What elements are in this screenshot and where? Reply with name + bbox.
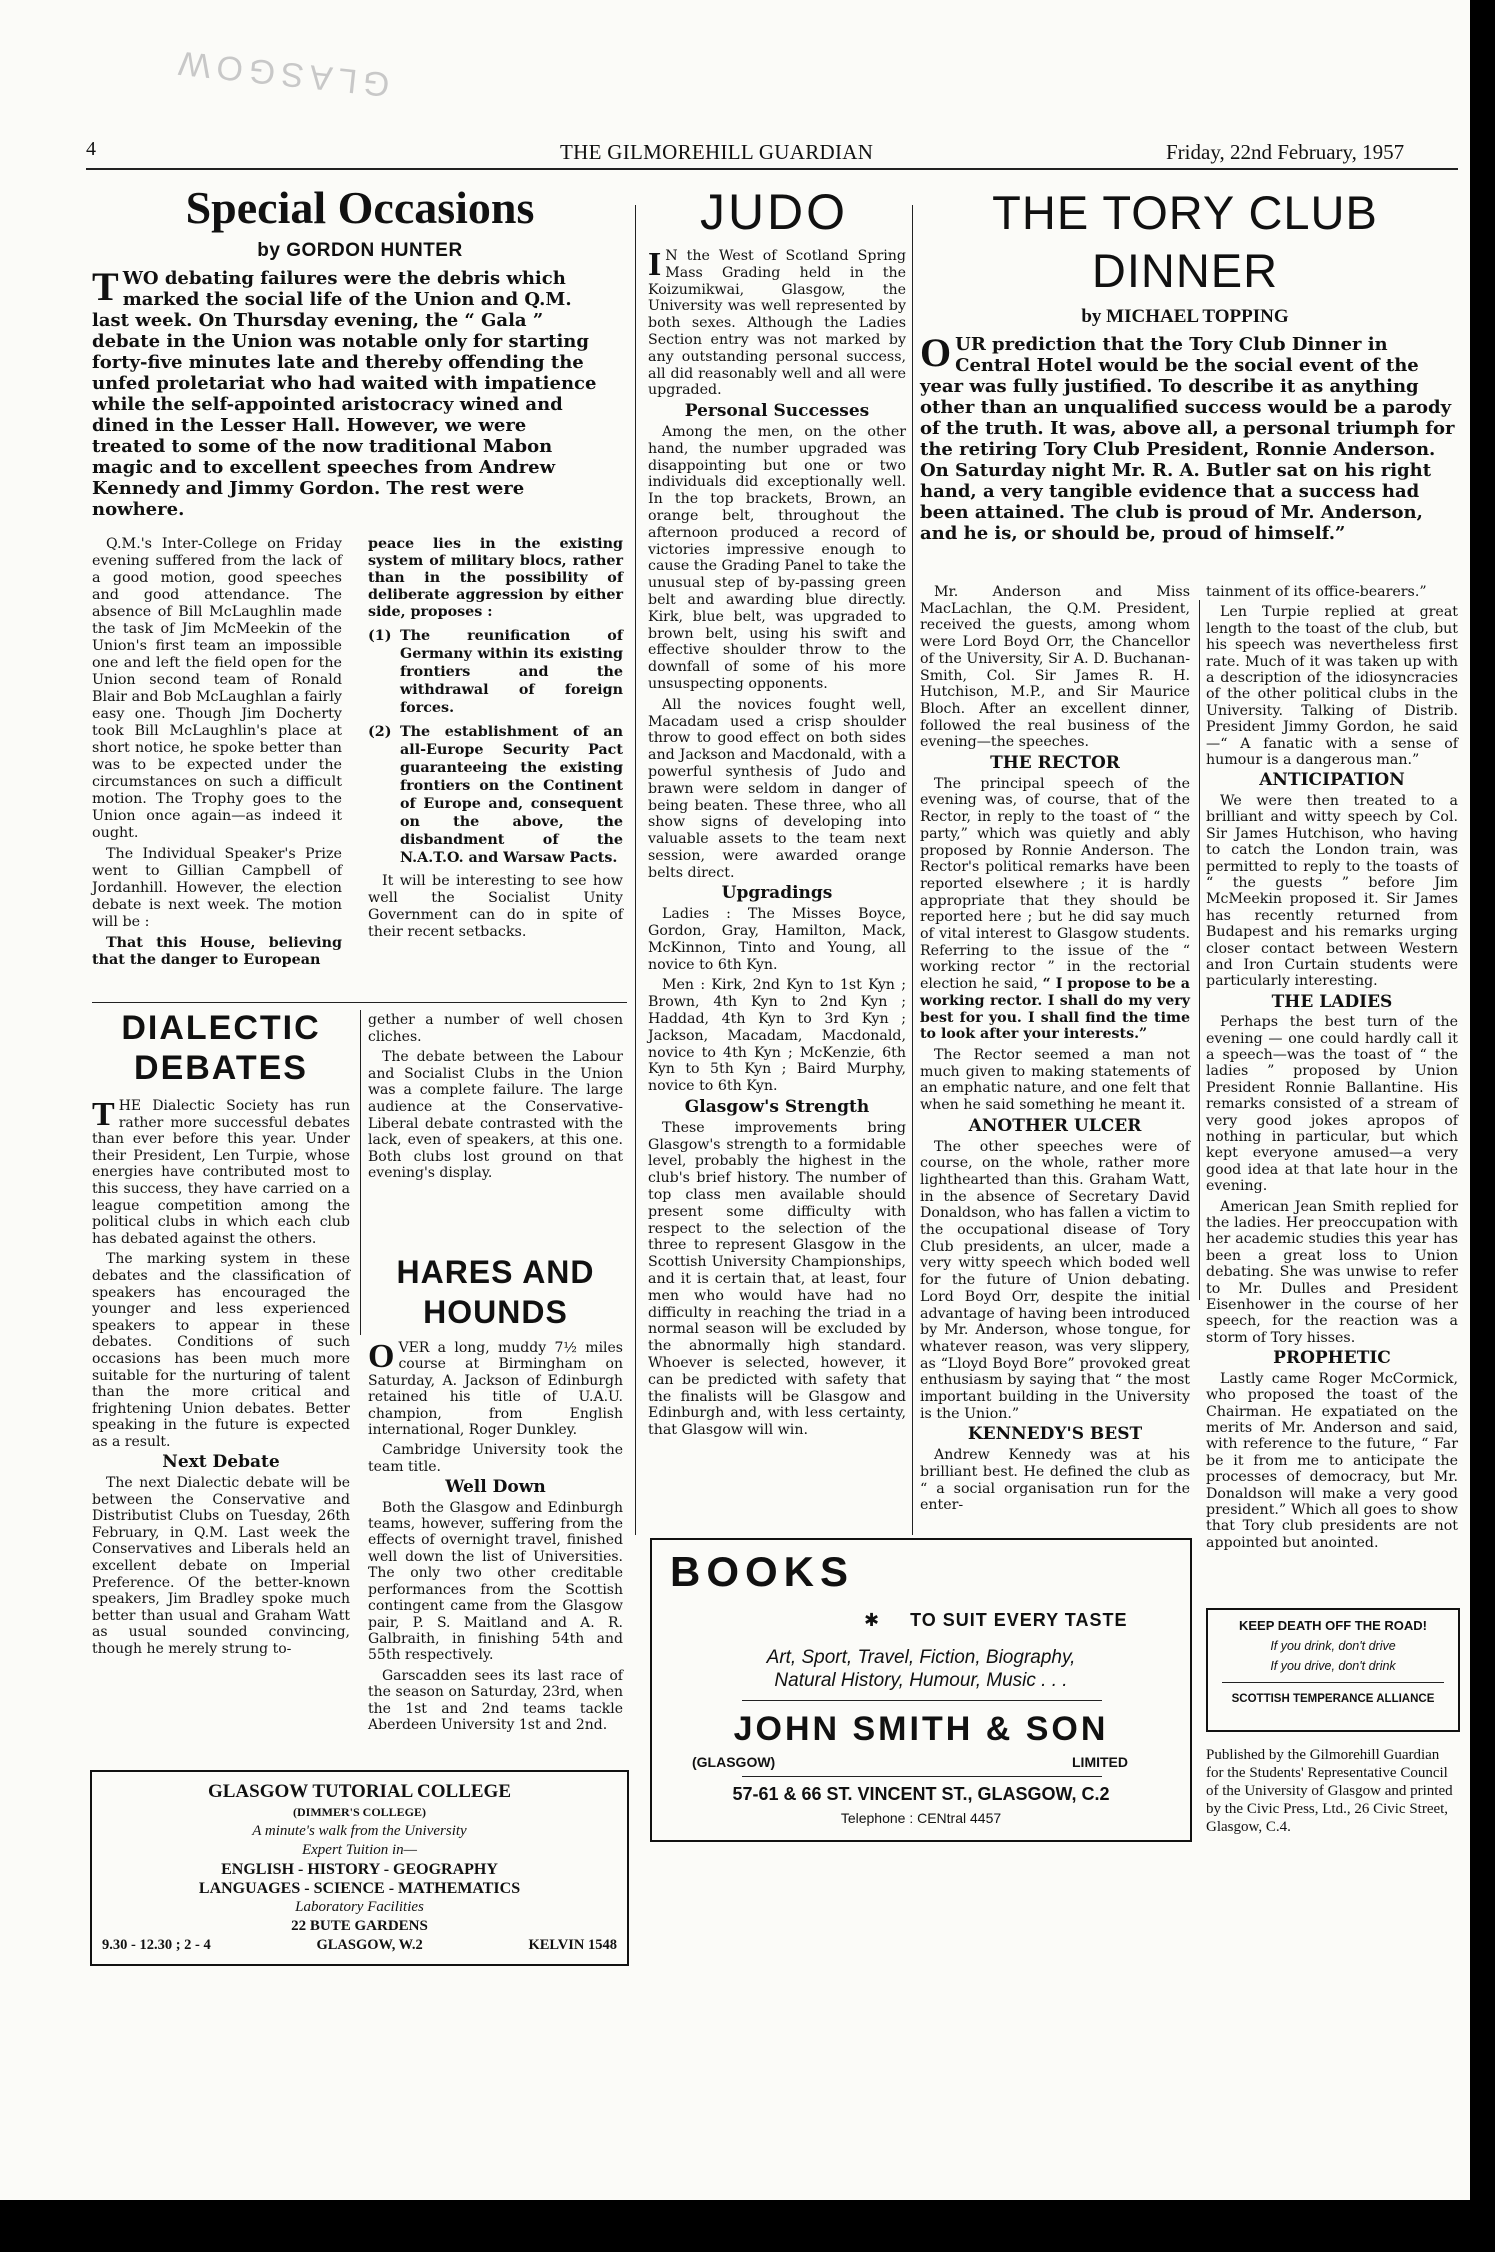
special-motion-start: That this House, believing that the danger to European <box>92 935 342 968</box>
books-shop: JOHN SMITH & SON <box>733 1710 1109 1748</box>
tutorial-city: GLASGOW, W.2 <box>316 1937 423 1953</box>
books-genres <box>652 1646 1190 1692</box>
proposal-number: (1) <box>368 628 392 644</box>
dialectic-col-1 <box>92 1098 350 1662</box>
books-limited: LIMITED <box>1072 1754 1128 1770</box>
books-genres-line: Natural History, Humour, Music . . . <box>774 1670 1068 1691</box>
tory-subhead: ANTICIPATION <box>1259 770 1405 791</box>
hares-paragraph: Garscadden sees its last race of the season on Saturday, 23rd, when the 1st and 2nd teams tackle Aberdeen University 1st and 2nd. <box>368 1667 623 1733</box>
hares-paragraph: VER a long, muddy 7½ miles course at Birmingham on Saturday, A. Jackson of Edinburgh retained his title of U.A.U. champion, from English international, Roger Dunkley. <box>368 1340 623 1439</box>
hares-headline-line: HOUNDS <box>423 1294 568 1330</box>
books-ad <box>650 1538 1192 1842</box>
tutorial-subtitle: (DIMMER'S COLLEGE) <box>292 1805 426 1819</box>
tory-paragraph: The Rector seemed a man not much given to making statements of an emphatic nature, and one felt that when he said something he meant it. <box>920 1046 1190 1114</box>
hares-paragraph: Both the Glasgow and Edinburgh teams, however, suffering from the effects of overnight travel, finished well down the list of Universities. The only two other creditable performances from the Scottish contingent came from the Glasgow pair, P. S. Maitland and A. R. Galbraith, in finishing 54th and 55th respectively. <box>368 1499 623 1664</box>
special-lede-text: WO debating failures were the debris which marked the social life of the Union and Q.M. last week. On Thursday evening, the “ Gala ” debate in the Union was notable only for starting forty-five minutes late and thereby offending the unfed proletariat who had waited with impatience while the self-appointed aristocracy wined and dined in the Lesser Hall. However, we were treated to some of the now traditional Mabon magic and to excellent speeches from Andrew Kennedy and Jimmy Gordon. The rest were nowhere. <box>92 268 597 520</box>
judo-paragraph: All the novices fought well, Macadam used a crisp shoulder throw to good effect on both sides and Jackson and Macdonald, with a powerful synthesis of Judo and brawn were seldom in danger of being beaten. These three, who all show signs of developing into valuable assets to the team next session, were awarded orange belts direct. <box>648 696 906 881</box>
motion-proposals <box>368 627 623 867</box>
tutorial-facilities: Laboratory Facilities <box>295 1899 424 1915</box>
column-rule <box>912 205 913 1535</box>
judo-subhead: Personal Successes <box>684 401 870 422</box>
tory-paragraph: American Jean Smith replied for the ladies. Her preoccupation with her academic studies this year has been a great loss to Union debating. She was unwise to refer to Mr. Dulles and President Eisenhower in the course of her speech, for the reaction was a storm of Tory hisses. <box>1206 1198 1458 1346</box>
tutorial-hours: 9.30 - 12.30 ; 2 - 4 <box>102 1937 211 1953</box>
imprint: Published by the Gilmorehill Guardian for the Students' Representative Council of the University of Glasgow and printed by the Civic Press, Ltd., 26 Civic Street, Glasgow, C.4. <box>1206 1747 1453 1835</box>
tutorial-tagline: A minute's walk from the University <box>252 1823 467 1839</box>
dialectic-paragraph: The next Dialectic debate will be between the Conservative and Distributist Clubs on Tuesday, 26th February, in Q.M. Last week the Conservatives and Liberals held an excellent debate on Imperial Preference. Of the better-known speakers, Jim Bradley spoke much better than usual and Graham Watt as usual sounded convincing, though he merely strung to- <box>92 1475 350 1657</box>
star-icon: ✱ <box>864 1610 881 1630</box>
dialectic-subhead: Next Debate <box>162 1452 280 1473</box>
temperance-org: SCOTTISH TEMPERANCE ALLIANCE <box>1222 1682 1444 1709</box>
tory-paragraph: We were then treated to a brilliant and witty speech by Col. Sir James Hutchison, who having to catch the London train, was permitted to reply to the toasts of “ the guests ” before Jim McMeekin proposed it. Sir James has recently returned from Budapest and his remarks urging closer contact between Western and Iron Curtain students were particularly interesting. <box>1206 792 1458 990</box>
tutorial-title: GLASGOW TUTORIAL COLLEGE <box>207 1781 512 1802</box>
hares-headline-line: HARES AND <box>396 1254 595 1290</box>
tory-paragraph-text: The principal speech of the evening was, of course, that of the Rector, in reply to the toast of “ the party,” which was quietly and ably proposed by Ronnie Anderson. The Rector's political remarks have been reported elsewhere ; it is hardly appropriate that they should be reported here ; but he did say much of vital interest to Glasgow students. Referring to the issue of the “ working rector ” in the rectorial election he said, <box>920 775 1190 993</box>
column-rule <box>635 205 636 1535</box>
dialectic-paragraph: HE Dialectic Society has run rather more successful debates than ever before this year. Under their President, Len Turpie, whose energies have contributed most to this success, they have carried on a league competition among the political clubs in which each club has debated against the others. <box>92 1098 350 1247</box>
masthead-rule <box>86 168 1458 170</box>
dialectic-dropcap: T <box>92 1096 115 1133</box>
masthead-title: THE GILMOREHILL GUARDIAN <box>560 140 874 164</box>
dialectic-paragraph: The marking system in these debates and the classification of speakers has encouraged the younger and less experienced speakers to appear in these debates. Conditions of such occasions has been much more suitable for the nurturing of talent than the more critical and frightening Union debates. Better speaking in the future is expected as a result. <box>92 1251 350 1450</box>
column-rule <box>1199 600 1200 1300</box>
dialectic-col-2 <box>368 1012 623 1186</box>
tory-paragraph: Len Turpie replied at great length to the toast of the club, but his speech was nevertheless first rate. Much of it was taken up with a description of the idiosyncracies of the other political clubs in the University. Talking of Distrib. President Jimmy Gordon, he said—“ A fanatic with a sense of humour is a dangerous man.” <box>1206 604 1458 769</box>
tory-paragraph: Perhaps the best turn of the evening — one could hardly call it a speech—was the toast of “ the ladies ” proposed by Union President Ronnie Ballantine. His remarks consisted of a stream of very good jokes apropos of nothing in particular, but which kept everyone amused—a very good idea at that late hour in the evening. <box>1206 1014 1458 1195</box>
special-lede <box>92 264 597 520</box>
judo-dropcap: I <box>648 246 662 283</box>
judo-paragraph: N the West of Scotland Spring Mass Grading held in the Koizumikwai, Glasgow, the University was well represented by both sexes. Although the Ladies Section entry was not marked by any outstanding personal success, all did reasonably well and all were upgraded. <box>648 248 906 399</box>
tory-paragraph: tainment of its office-bearers.” <box>1206 584 1427 600</box>
tory-paragraph: Lastly came Roger McCormick, who proposed the toast of the Chairman. He expatiated on the merits of Mr. Anderson and said, with reference to the future, “ Far be it from me to anticipate the processes of democracy, but Mr. Donaldson will make a very good president.” Which all goes to show that Tory club presidents are not appointed but anointed. <box>1206 1370 1458 1551</box>
hares-subhead: Well Down <box>445 1477 546 1498</box>
tory-headline-line: DINNER <box>1091 244 1279 297</box>
tory-dropcap: O <box>920 330 952 375</box>
tutorial-phone: KELVIN 1548 <box>528 1937 617 1953</box>
special-paragraph: The Individual Speaker's Prize went to Gillian Campbell of Jordanhill. However, the election debate is next week. The motion will be : <box>92 846 342 930</box>
tory-headline-line: THE TORY CLUB <box>992 186 1378 239</box>
masthead-date: Friday, 22nd February, 1957 <box>1166 140 1405 164</box>
books-genres-line: Art, Sport, Travel, Fiction, Biography, <box>766 1647 1076 1668</box>
tory-headline <box>920 184 1450 300</box>
tory-lede-text: UR prediction that the Tory Club Dinner in Central Hotel would be the social event of the year was fully justified. To describe it as anything other than an unqualified success would be a parody of the truth. It was, above all, a personal triumph for the retiring Tory Club President, Ronnie Anderson. On Saturday night Mr. R. A. Butler sat on his right hand, a very tangible evidence that a success had been attained. The club is proud of Mr. Anderson, and he is, or should be, proud of himself.” <box>920 334 1455 544</box>
dialectic-headline <box>92 1008 350 1088</box>
tory-paragraph: Mr. Anderson and Miss MacLachlan, the Q.M. President, received the guests, among whom were Lord Boyd Orr, the Chancellor of the University, Sir A. D. Buchanan-Smith, Col. Sir James R. H. Hutchison, M.P., and Sir Maurice Bloch. After an excellent dinner, followed the real business of the evening—the speeches. <box>920 584 1190 751</box>
temperance-line: If you drive, don't drink <box>1270 1659 1396 1673</box>
tory-subhead: THE LADIES <box>1271 991 1393 1012</box>
proposal-text: The reunification of Germany within its existing frontiers and the withdrawal of foreign forces. <box>400 628 623 716</box>
proposal-number: (2) <box>368 724 392 740</box>
tory-paragraph: Andrew Kennedy was at his brilliant best. He defined the club as “ a social organisation run for the enter- <box>920 1447 1190 1514</box>
books-city: (GLASGOW) <box>692 1754 776 1770</box>
judo-col <box>648 248 906 1443</box>
special-headline: Special Occasions <box>185 182 535 233</box>
books-divider <box>742 1700 1102 1701</box>
special-dropcap: T <box>92 264 119 309</box>
dialectic-headline-line: DEBATES <box>134 1049 308 1087</box>
tutorial-college-ad <box>90 1770 629 1966</box>
special-paragraph: Q.M.'s Inter-College on Friday evening suffered from the lack of a good motion, good speeches and good attendance. The absence of Bill McLaughlin made the task of Jim McMeekin of the Union's first team an impossible one and left the field open for the Union second team of Ronald Blair and Bob McLaughlan a fairly easy one. Though Jim Docherty took Bill McLaughlin's place at short notice, he spoke better than was to be expected under the circumstances on such a difficult motion. The Trophy goes to the Union once again—as indeed it ought. <box>92 536 342 841</box>
temperance-headline: KEEP DEATH OFF THE ROAD! <box>1238 1618 1428 1633</box>
books-address: 57-61 & 66 ST. VINCENT ST., GLASGOW, C.2 <box>732 1784 1110 1804</box>
special-byline: by GORDON HUNTER <box>257 240 463 261</box>
proposal-item <box>368 723 623 867</box>
tory-subhead: THE RECTOR <box>990 753 1120 774</box>
tory-lede <box>920 330 1458 544</box>
judo-paragraph: Among the men, on the other hand, the number upgraded was disappointing but one or two individuals did exceptionally well. In the top brackets, Brown, an orange belt, throughout the afternoon produced a record of victories impressive enough to cause the Grading Panel to take the unusual step of by-passing green belt and awarding blue directly. Kirk, blue belt, was upgraded to brown belt, using his swift and effective shoulder throw to the downfall of some of his more unsuspecting opponents. <box>648 423 906 692</box>
tory-subhead: KENNEDY'S BEST <box>967 1424 1143 1445</box>
hares-headline <box>368 1252 623 1332</box>
hares-dropcap: O <box>368 1338 395 1375</box>
temperance-line: If you drink, don't drive <box>1270 1639 1396 1653</box>
tutorial-subjects: LANGUAGES - SCIENCE - MATHEMATICS <box>198 1880 521 1897</box>
judo-subhead: Upgradings <box>721 883 833 904</box>
tory-paragraph: The other speeches were of course, on the whole, rather more lighthearted than this. Graham Watt, in the absence of Secretary David Donaldson, who has fallen a victim to the occupational disease of Tory Club presidents, an ulcer, made a very witty speech which boded well for the future of Union debating. Lord Boyd Orr, despite the initial advantage of having been introduced by Mr. Anderson, whose tongue, for whatever reason, was very slippery, as “Lloyd Boyd Bore” provoked great enthusiasm by saying that “ the most important building in the University is the Union.” <box>920 1138 1190 1422</box>
proposal-text: The establishment of an all-Europe Security Pact guaranteeing the existing frontiers on the Continent of Europe and, consequent on the above, the disbandment of the N.A.T.O. and Warsaw Pacts. <box>400 724 623 866</box>
tory-subhead: ANOTHER ULCER <box>968 1115 1142 1136</box>
judo-subhead: Glasgow's Strength <box>684 1097 870 1118</box>
section-rule <box>92 1002 627 1003</box>
books-phone: Telephone : CENtral 4457 <box>840 1810 1002 1826</box>
proposal-item <box>368 627 623 717</box>
page-number: 4 <box>86 138 96 160</box>
hares-paragraph: Cambridge University took the team title. <box>368 1442 623 1475</box>
special-col-2 <box>368 536 623 945</box>
dialectic-paragraph: The debate between the Labour and Socialist Clubs in the Union was a complete failure. The large audience at the Conservative-Liberal debate contrasted with the lack, even of speakers, at this one. Both clubs lost ground on that evening's display. <box>368 1049 623 1182</box>
judo-paragraph: These improvements bring Glasgow's strength to a formidable level, probably the highest in the club's brief history. The number of top class men available should present some difficulty with respect to the selection of the three to represent Glasgow in the Scottish University Championships, and it is certain that, at least, four men who would have had no difficulty in reaching the triad in a normal season will be excluded by the abnormally high standard. Whoever is selected, however, it can be predicted with safety that the finalists will be Glasgow and Edinburgh and, with less certainty, that Glasgow will win. <box>648 1119 906 1439</box>
books-title: BOOKS <box>670 1548 855 1595</box>
tutorial-footer <box>92 1936 627 1955</box>
dialectic-headline-line: DIALECTIC <box>121 1009 321 1047</box>
judo-paragraph: Men : Kirk, 2nd Kyn to 1st Kyn ; Brown, 4th Kyn to 2nd Kyn ; Haddad, 4th Kyn to 3rd Kyn ; Jackson, Macadam, Macdonald, novice to 4th Kyn ; McKenzie, 6th Kyn to 5th Kyn ; Baird Murphy, novice to 6th Kyn. <box>648 977 906 1095</box>
library-stamp: GLASGOW <box>170 42 392 104</box>
tutorial-address: 22 BUTE GARDENS <box>291 1918 428 1934</box>
rector-quote: “ I propose to be a working rector. I shall do my very best for you. I shall find the time to look after your interests.” <box>920 976 1191 1043</box>
tory-subhead: PROPHETIC <box>1273 1348 1391 1369</box>
special-paragraph: It will be interesting to see how well the Socialist Unity Government can do in spite of their recent setbacks. <box>368 873 623 940</box>
judo-headline: JUDO <box>699 184 849 240</box>
hares-col <box>368 1340 623 1737</box>
dialectic-paragraph: gether a number of well chosen cliches. <box>368 1012 623 1045</box>
special-col-1 <box>92 536 342 973</box>
tutorial-subjects: ENGLISH - HISTORY - GEOGRAPHY <box>221 1861 498 1878</box>
tory-col-2 <box>1206 584 1458 1555</box>
tory-paragraph <box>920 776 1190 1043</box>
temperance-ad <box>1206 1608 1460 1732</box>
judo-paragraph: Ladies : The Misses Boyce, Gordon, Gray, Hamilton, Mack, McKinnon, Tinto and Young, all novice to 6th Kyn. <box>648 906 906 973</box>
tutorial-tagline: Expert Tuition in— <box>301 1842 417 1858</box>
column-rule <box>360 1010 361 1335</box>
books-tagline: TO SUIT EVERY TASTE <box>910 1610 1128 1630</box>
books-divider <box>742 1776 1102 1777</box>
special-motion-text: peace lies in the existing system of military blocs, rather than in the possibility of deliberate aggression by either side, proposes : <box>368 536 623 620</box>
books-tagline-row <box>864 1610 1127 1631</box>
tory-byline: by MICHAEL TOPPING <box>1081 306 1289 327</box>
tory-col-1 <box>920 584 1190 1518</box>
